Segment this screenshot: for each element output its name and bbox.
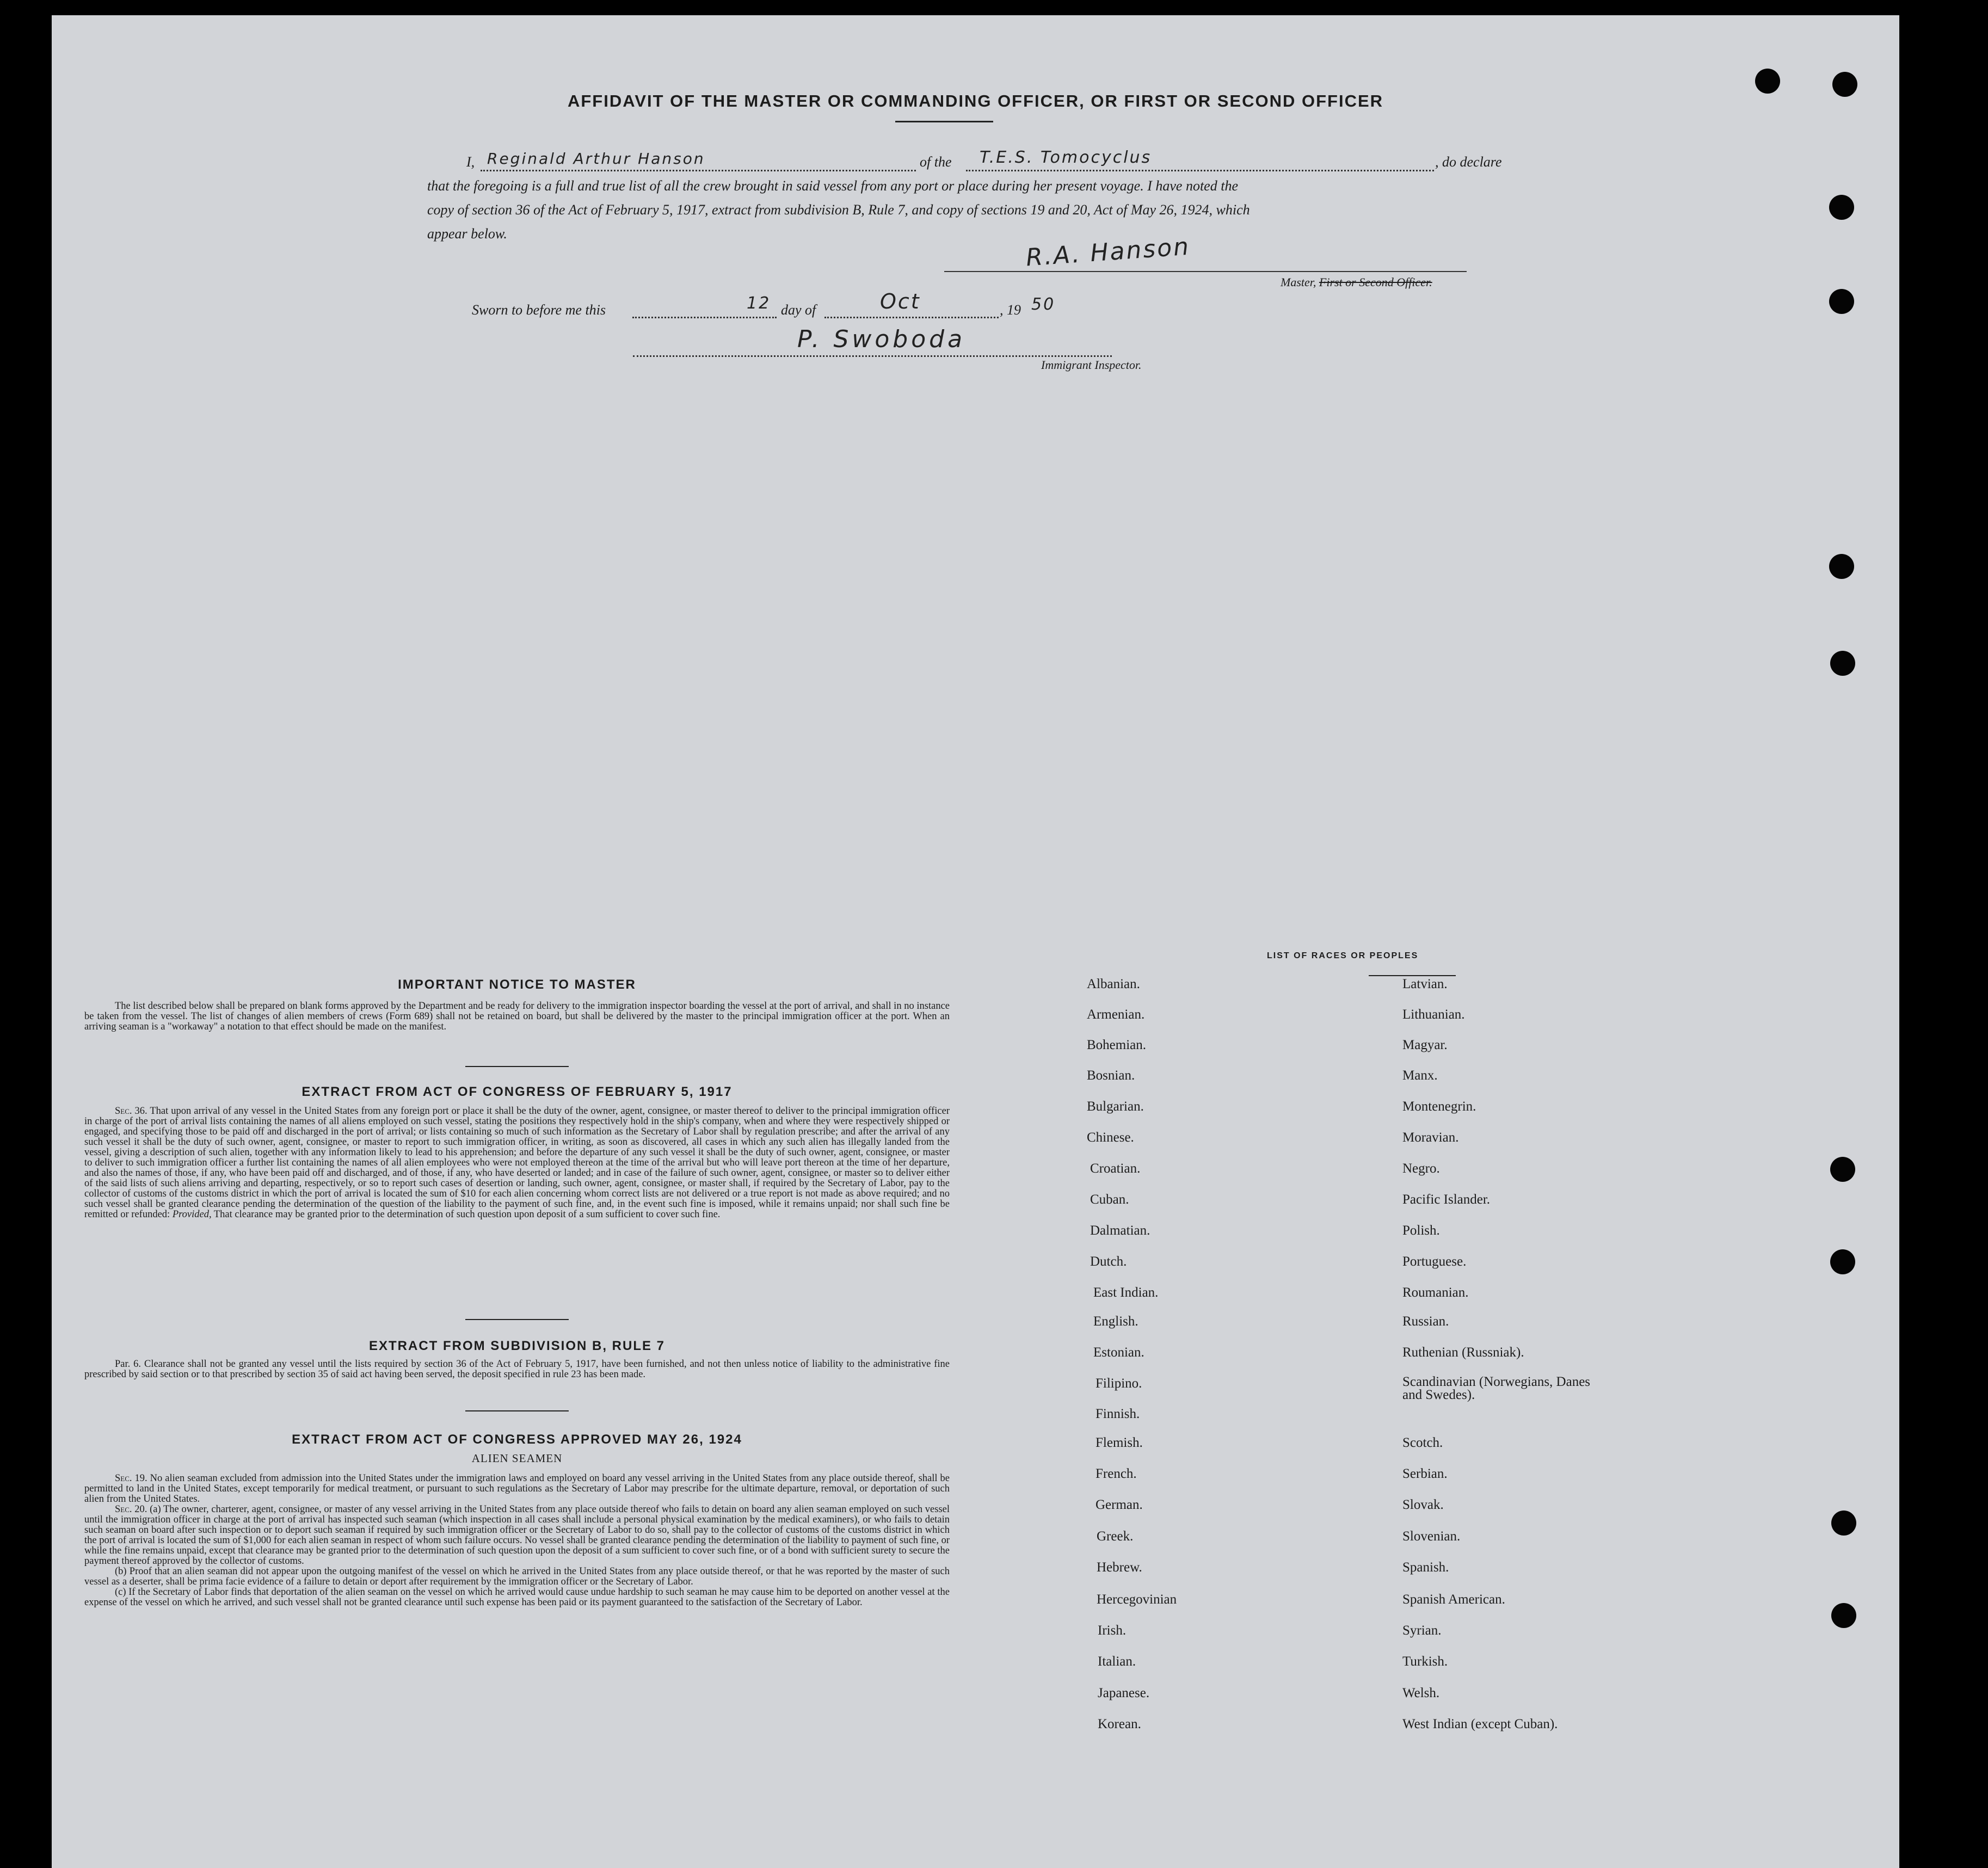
rule-7-title: EXTRACT FROM SUBDIVISION B, RULE 7 xyxy=(368,1339,666,1353)
sec-20a-text: (a) The owner, charterer, agent, consignee, or master of any vessel arriving in the United States from any place outside thereof who fails to detain on board any alien seaman employed on such vessel until the immigration officer in charge at the port of arrival has inspected such seaman (which inspection in all cases shall include a personal physical examination by the medical examiners), or who fails to detain such seaman on board after such inspection or to deport such seaman if required by such immigration officer or the Secretary of Labor to do so, shall pay to the collector of customs of the customs district in which the port of arrival is located the sum of $1,000 for each alien seaman in respect of whom such failure occurs. No vessel shall be granted clearance pending the determination of the liability to payment of such fine, or while the fine remains unpaid, except that clearance may be granted prior to the determination of such question upon the deposit of a sum sufficient to cover such fine, or of a bond with sufficient surety to secure the payment thereof approved by the collector of customs. xyxy=(84,1504,950,1567)
provided-label: Provided, xyxy=(172,1209,212,1220)
punch-hole xyxy=(1830,651,1855,676)
race-item-left: Bulgarian. xyxy=(1087,1099,1144,1114)
sec-20-label: Sec. 20. xyxy=(115,1504,147,1515)
race-item-right: Moravian. xyxy=(1402,1130,1459,1145)
section-divider xyxy=(465,1066,569,1067)
race-item-right: Polish. xyxy=(1402,1223,1440,1238)
notice-title: IMPORTANT NOTICE TO MASTER xyxy=(398,977,636,992)
race-item-right: Scotch. xyxy=(1402,1435,1443,1450)
race-item-left: Flemish. xyxy=(1095,1435,1143,1450)
race-item-left: French. xyxy=(1095,1466,1137,1481)
race-item-right: West Indian (except Cuban). xyxy=(1402,1717,1558,1731)
punch-hole xyxy=(1830,1157,1855,1182)
affidavit-line-4: appear below. xyxy=(427,226,507,242)
year-handwritten: 50 xyxy=(1031,295,1056,314)
affidavit-line-2: that the foregoing is a full and true list of all the crew brought in said vessel from any port or place during her present voyage. I have noted the xyxy=(427,178,1238,194)
race-item-right: Portuguese. xyxy=(1402,1254,1467,1269)
punch-hole xyxy=(1829,195,1854,220)
race-item-right: Magyar. xyxy=(1402,1038,1448,1052)
sec-19-text: No alien seaman excluded from admission into the United States under the immigration laws and employed on board any vessel arriving in the United States from any place outside thereof, shall be permitted to land in the United States, except temporarily for medical treatment, or pursuant to such regulations as the Secretary of Labor may prescribe for the ultimate departure, removal, or deportation of such alien from the United States. xyxy=(84,1473,950,1505)
race-item-left: Hercegovinian xyxy=(1097,1592,1177,1607)
extract-1917-title: EXTRACT FROM ACT OF CONGRESS OF FEBRUARY 5, 1917 xyxy=(301,1084,733,1099)
day-of-label: day of xyxy=(781,302,816,318)
inspector-signature: P. Swoboda xyxy=(797,325,966,353)
race-item-right: Pacific Islander. xyxy=(1402,1192,1491,1207)
i-label: I, xyxy=(466,154,475,170)
race-item-left: Japanese. xyxy=(1098,1686,1150,1700)
sec-20b-text: (b) Proof that an alien seaman did not appear upon the outgoing manifest of the vessel on which he arrived in the United States from any place outside thereof, or that he was reported by the master of such vessel as a deserter, shall be prima facie evidence of a failure to detain or deport after requirement by the immigration officer or the Secretary of Labor. xyxy=(84,1566,950,1587)
race-item-left: Hebrew. xyxy=(1097,1560,1142,1575)
race-item-left: Croatian. xyxy=(1090,1161,1141,1176)
inspector-dotline xyxy=(633,355,1112,357)
sec-36-label: Sec. 36. xyxy=(115,1106,147,1117)
sworn-label: Sworn to before me this xyxy=(472,302,606,318)
of-the-label: of the xyxy=(920,154,952,170)
race-item-right: Welsh. xyxy=(1402,1686,1440,1700)
vessel-dotline xyxy=(966,170,1434,171)
race-item-left: East Indian. xyxy=(1093,1285,1159,1300)
race-item-right: Serbian. xyxy=(1402,1466,1448,1481)
document-page xyxy=(52,15,1899,1868)
race-item-left: Italian. xyxy=(1098,1654,1136,1669)
affidavit-line-1 xyxy=(427,150,1521,174)
race-item-left: Irish. xyxy=(1098,1623,1127,1638)
race-item-right: Turkish. xyxy=(1402,1654,1448,1669)
race-item-right: Negro. xyxy=(1402,1161,1440,1176)
race-item-left: Cuban. xyxy=(1090,1192,1129,1207)
race-item-left: Armenian. xyxy=(1087,1007,1145,1022)
race-item-right: Slovenian. xyxy=(1402,1529,1461,1544)
race-item-right: Manx. xyxy=(1402,1068,1438,1083)
sec-20c-text: (c) If the Secretary of Labor finds that deportation of the alien seaman on the vessel on which he arrived would cause undue hardship to such seaman he may cause him to be deported on another vessel at the expense of the vessel on which he arrived, and such vessel shall not be granted clearance until such expense has been paid or its payment guaranteed to the satisfaction of the Secretary of Labor. xyxy=(84,1587,950,1608)
race-item-left: Bohemian. xyxy=(1087,1038,1147,1052)
race-item-right: Montenegrin. xyxy=(1402,1099,1476,1114)
extract-1917-text xyxy=(84,1106,950,1220)
sec-36-tail: That clearance may be granted prior to the determination of such question upon deposit of a sum sufficient to cover such fine. xyxy=(213,1209,721,1220)
day-dotline xyxy=(632,317,777,318)
race-item-right: Lithuanian. xyxy=(1402,1007,1465,1022)
inspector-label: Immigrant Inspector. xyxy=(1041,358,1142,372)
affidavit-title: AFFIDAVIT OF THE MASTER OR COMMANDING OFFICER, OR FIRST OR SECOND OFFICER xyxy=(567,91,1384,110)
do-declare-label: , do declare xyxy=(1435,154,1502,170)
master-label: Master, xyxy=(1281,275,1316,289)
punch-hole xyxy=(1829,554,1854,579)
sec-36-text: That upon arrival of any vessel in the United States from any foreign port or place it shall be the duty of the owner, agent, consignee, or master thereof to deliver to the principal immigration officer in charge of the port of arrival lists containing the names of all aliens employed on such vessel, stating the positions they respectively hold in the ship's company, when and where they were respectively shipped or engaged, and specifying those to be paid off and discharged in the port of arrival; or lists containing so much of such information as the Secretary of Labor shall by regulation prescribe; and after the arrival of any such vessel it shall be the duty of such owner, agent, consignee, or master to report to such immigration officer, in writing, as soon as discovered, all cases in which any such alien has illegally landed from the vessel, giving a description of such alien, together with any information likely to lead to his apprehension; and before the departure of any such vessel it shall be the duty of such owner, agent, consignee, or master to deliver to such immigration officer a further list containing the names of all alien employees who were not employed thereon at the time of the arrival but who will leave port thereon at the time of her departure, and also the names of those, if any, who have been paid off and discharged, and of those, if any, who have deserted or landed; and in case of the failure of such owner, agent, consignee, or master so to deliver either of the said lists of such aliens arriving and departing, respectively, or so to report such cases of desertion or landing, such owner, agent, consignee, or master shall, if required by the Secretary of Labor, pay to the collector of customs of the customs district in which the port of arrival is located the sum of $10 for each alien concerning whom correct lists are not delivered or a true report is not made as above required; and no such vessel shall be granted clearance pending the determination of the question of the liability to the payment of such fine, and, in the event such fine is imposed, while it remains unpaid; nor shall such fine be remitted or refunded: xyxy=(84,1106,950,1220)
races-title: LIST OF RACES OR PEOPLES xyxy=(1267,951,1419,960)
alien-seamen-subtitle: ALIEN SEAMEN xyxy=(471,1452,563,1465)
race-item-right: Ruthenian (Russniak). xyxy=(1402,1345,1524,1360)
month-handwritten: Oct xyxy=(880,289,921,313)
race-item-left: Greek. xyxy=(1097,1529,1134,1544)
section-divider xyxy=(465,1410,569,1411)
race-item-right: Latvian. xyxy=(1402,977,1448,991)
race-item-right: Scandinavian (Norwegians, Danes and Swedes). xyxy=(1402,1374,1591,1402)
master-name-handwritten: Reginald Arthur Hanson xyxy=(487,150,705,168)
master-signature: R.A. Hanson xyxy=(1025,232,1191,272)
signature-line xyxy=(944,271,1467,272)
affidavit-body xyxy=(427,150,1521,246)
race-item-left: Dalmatian. xyxy=(1090,1223,1150,1238)
race-item-left: German. xyxy=(1095,1497,1143,1512)
year-prefix: , 19 xyxy=(1000,302,1021,318)
race-item-left: English. xyxy=(1093,1314,1138,1329)
rule-7-text xyxy=(84,1359,950,1380)
month-dotline xyxy=(824,317,999,318)
race-item-right: Roumanian. xyxy=(1402,1285,1469,1300)
punch-hole xyxy=(1831,1511,1856,1536)
rule-7-paragraph: Par. 6. Clearance shall not be granted any vessel until the lists required by section 36 of the Act of February 5, 1917, have been furnished, and not then unless notice of liability to the administrative fine prescribed by said section or to that prescribed by section 35 of said act having been served, the deposit specified in rule 23 has been made. xyxy=(84,1359,950,1380)
race-item-right: Syrian. xyxy=(1402,1623,1442,1638)
race-item-right: Russian. xyxy=(1402,1314,1449,1329)
punch-hole xyxy=(1829,289,1854,314)
extract-1924-text xyxy=(84,1474,950,1608)
sworn-line xyxy=(472,289,1234,325)
punch-hole xyxy=(1755,69,1780,94)
section-divider xyxy=(465,1319,569,1320)
race-item-left: Finnish. xyxy=(1095,1407,1140,1421)
affidavit-line-3: copy of section 36 of the Act of February 5, 1917, extract from subdivision B, Rule 7, and copy of sections 19 and 20, Act of May 26, 1924, which xyxy=(427,202,1250,218)
sec-19-label: Sec. 19. xyxy=(115,1473,147,1484)
race-item-left: Chinese. xyxy=(1087,1130,1134,1145)
punch-hole xyxy=(1830,1249,1855,1274)
race-item-left: Bosnian. xyxy=(1087,1068,1135,1083)
extract-1924-title: EXTRACT FROM ACT OF CONGRESS APPROVED MAY 26, 1924 xyxy=(292,1432,742,1447)
vessel-handwritten: T.E.S. Tomocyclus xyxy=(980,148,1152,167)
race-item-left: Filipino. xyxy=(1095,1376,1142,1391)
notice-text xyxy=(84,1001,950,1032)
master-officer-label xyxy=(1281,275,1432,289)
race-item-left: Korean. xyxy=(1098,1717,1141,1731)
race-item-right: Spanish. xyxy=(1402,1560,1449,1575)
punch-hole xyxy=(1831,1603,1856,1628)
race-item-left: Dutch. xyxy=(1090,1254,1127,1269)
day-handwritten: 12 xyxy=(747,294,771,313)
race-item-right: Spanish American. xyxy=(1402,1592,1505,1607)
notice-paragraph: The list described below shall be prepared on blank forms approved by the Department and be ready for delivery to the immigration inspector boarding the vessel at the port of arrival, and shall in no instance be taken from the vessel. The list of changes of alien members of crews (Form 689) shall not be retained on board, but shall be delivered by the master to the principal immigration officer at the port. When an arriving seaman is a "workaway" a notation to that effect should be made on the manifest. xyxy=(84,1001,950,1032)
race-item-right: Slovak. xyxy=(1402,1497,1444,1512)
struck-officer-label: First or Second Officer. xyxy=(1319,275,1432,289)
race-item-left: Albanian. xyxy=(1087,977,1140,991)
race-item-left: Estonian. xyxy=(1093,1345,1144,1360)
name-dotline xyxy=(481,170,916,171)
title-divider xyxy=(895,121,993,122)
races-divider xyxy=(1369,975,1456,976)
